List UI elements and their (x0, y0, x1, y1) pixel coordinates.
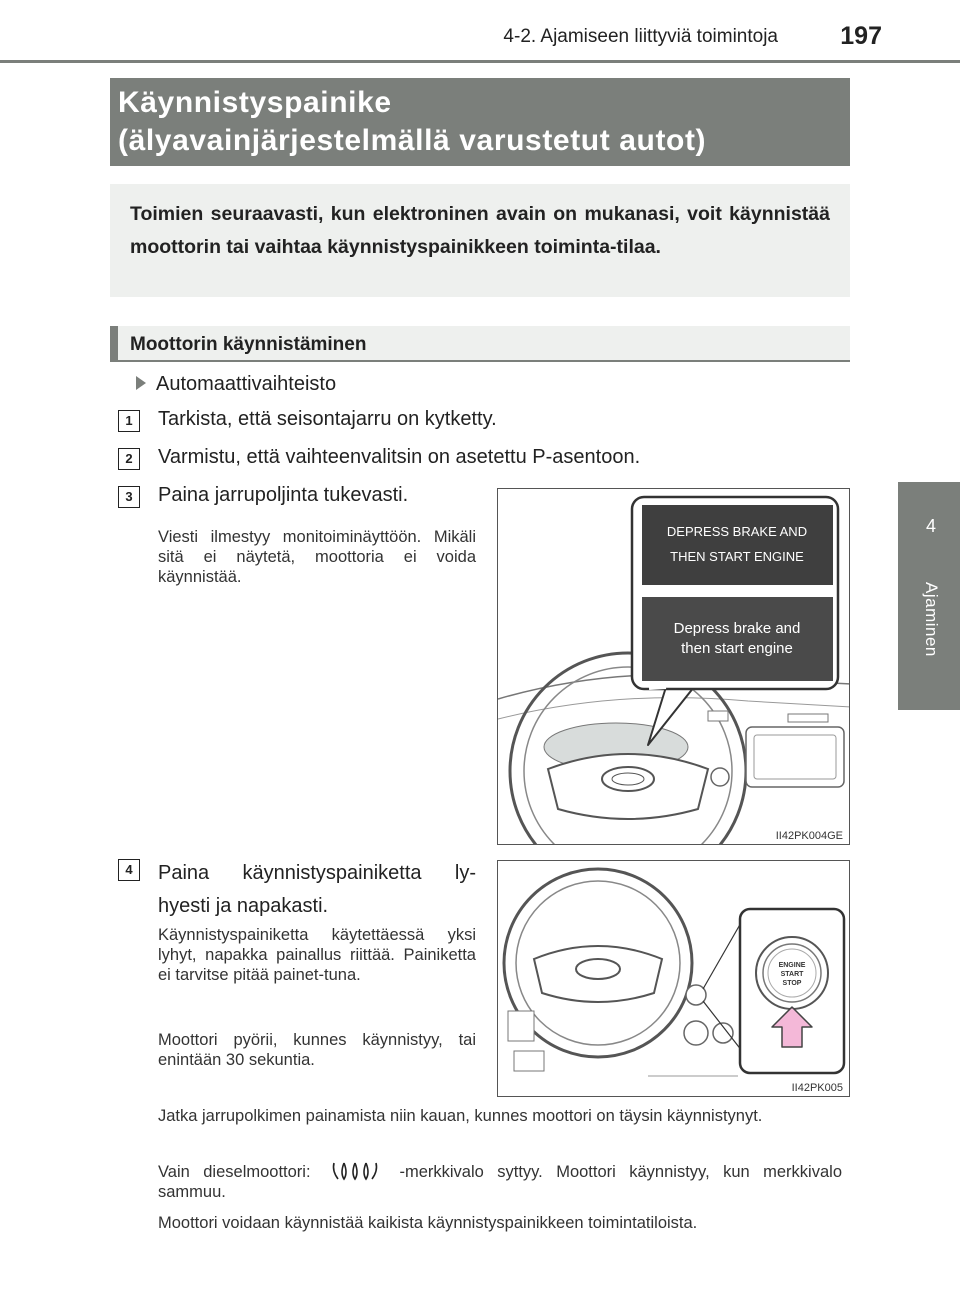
step-number-3: 3 (118, 486, 140, 508)
title-line-2: (älyavainjärjestelmällä varustetut autot) (118, 124, 707, 157)
figure-dashboard-message (497, 488, 850, 845)
display-text-4: then start engine (681, 640, 793, 657)
step-number-4: 4 (118, 859, 140, 881)
section-title: 4-2. Ajamiseen liittyviä toimintoja (503, 26, 778, 47)
bullet-item (136, 373, 336, 396)
chapter-label: Ajaminen (922, 582, 941, 657)
step-4-note-1: Käynnistyspainiketta käytettäessä yksi lyhyt, napakka painallus riittää. Painiketta ei tarvitse pitää painet-tuna. (158, 926, 476, 984)
intro-text: Toimien seuraavasti, kun elektroninen avain on mukanasi, voit käynnistää moottorin tai vaihtaa käynnistyspainikkeen toiminta-tilaa. (110, 184, 850, 297)
step-3-note: Viesti ilmestyy monitoiminäyttöön. Mikäli sitä ei näytetä, moottoria ei voida käynnistää. (158, 528, 476, 586)
page-title (110, 78, 850, 166)
step-4-line-2: hyesti ja napakasti. (158, 895, 329, 917)
figure-start-button (497, 860, 850, 1097)
step-text-3: Paina jarrupoljinta tukevasti. (158, 484, 409, 506)
display-text-2: THEN START ENGINE (670, 549, 804, 564)
step-number-2: 2 (118, 448, 140, 470)
paragraph-diesel (158, 1159, 842, 1202)
button-label-3: STOP (782, 980, 802, 987)
subheading: Moottorin käynnistäminen (110, 326, 850, 362)
bullet-label: Automaattivaihteisto (156, 373, 337, 395)
step-text-2: Varmistu, että vaihteenvalitsin on asetettu P-asentoon. (158, 446, 641, 468)
triangle-bullet-icon (136, 376, 146, 390)
step-number-1: 1 (118, 410, 140, 432)
page-number: 197 (840, 22, 882, 50)
display-text-1: DEPRESS BRAKE AND (666, 524, 808, 539)
step-text-4 (158, 857, 476, 923)
button-label-2: START (780, 971, 804, 978)
paragraph-any-mode: Moottori voidaan käynnistää kaikista käynnistyspainikkeen toimintatiloista. (158, 1214, 698, 1232)
header-rule (0, 60, 960, 63)
step-4-line-1: Paina käynnistyspainiketta ly- (158, 862, 476, 884)
button-label-1: ENGINE (778, 962, 806, 969)
diesel-prefix: Vain dieselmoottori: (158, 1163, 311, 1181)
diesel-suffix: -merkkivalo syttyy. Moottori käynnistyy, kun merkkivalo sammuu. (158, 1163, 842, 1201)
glow-plug-icon (330, 1159, 380, 1179)
figure-code-1: II42PK004GE (775, 830, 843, 842)
step-4-note-2: Moottori pyörii, kunnes käynnistyy, tai enintään 30 sekuntia. (158, 1031, 476, 1069)
chapter-number: 4 (925, 516, 936, 536)
display-text-3: Depress brake and (673, 620, 801, 637)
figure-code-2: II42PK005 (791, 1082, 843, 1094)
title-line-1: Käynnistyspainike (118, 86, 392, 119)
paragraph-continue-brake: Jatka jarrupolkimen painamista niin kauan, kunnes moottori on täysin käynnistynyt. (158, 1107, 763, 1125)
step-text-1: Tarkista, että seisontajarru on kytketty. (158, 408, 497, 430)
